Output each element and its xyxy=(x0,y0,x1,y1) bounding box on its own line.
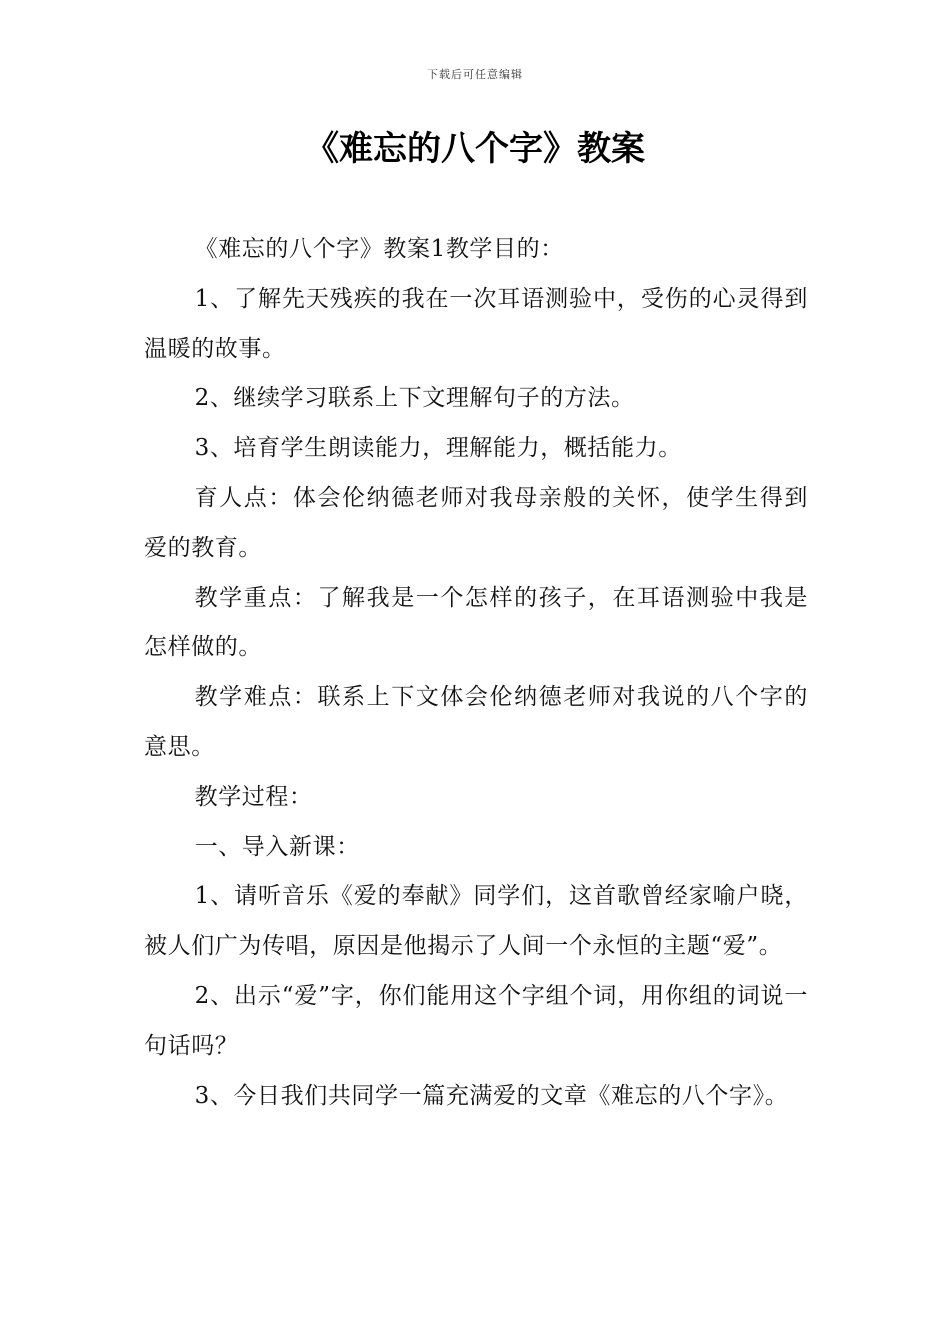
header-note: 下载后可任意编辑 xyxy=(427,68,523,81)
document-title: 《难忘的八个字》教案 xyxy=(305,129,645,169)
paragraph-difficulty: 教学难点：联系上下文体会伦纳德老师对我说的八个字的意思。 xyxy=(144,684,808,760)
paragraph-key-point: 教学重点：了解我是一个怎样的孩子，在耳语测验中我是怎样做的。 xyxy=(144,584,808,661)
paragraph-step-3: 3、今日我们共同学一篇充满爱的文章《难忘的八个字》。 xyxy=(194,1082,789,1109)
paragraph-step-1: 1、请听音乐《爱的奉献》同学们，这首歌曾经家喻户晓，被人们广为传唱，原因是他揭示了人间一个永恒的主题“爱”。 xyxy=(144,883,808,960)
document-body xyxy=(144,225,808,1121)
paragraph-goal-3: 3、培育学生朗读能力，理解能力，概括能力。 xyxy=(194,435,682,462)
paragraph-step-2: 2、出示“爱”字，你们能用这个字组个词，用你组的词说一句话吗？ xyxy=(144,982,808,1059)
paragraph-education-point: 育人点：体会伦纳德老师对我母亲般的关怀，使学生得到爱的教育。 xyxy=(144,484,808,561)
paragraph-process-heading: 教学过程： xyxy=(194,783,313,810)
paragraph-goal-1: 1、了解先天残疾的我在一次耳语测验中，受伤的心灵得到温暖的故事。 xyxy=(144,285,808,362)
paragraph-section-one: 一、导入新课： xyxy=(194,833,360,860)
paragraph-goal-2: 2、继续学习联系上下文理解句子的方法。 xyxy=(194,385,635,412)
paragraph-intro: 《难忘的八个字》教案1教学目的： xyxy=(194,236,564,262)
